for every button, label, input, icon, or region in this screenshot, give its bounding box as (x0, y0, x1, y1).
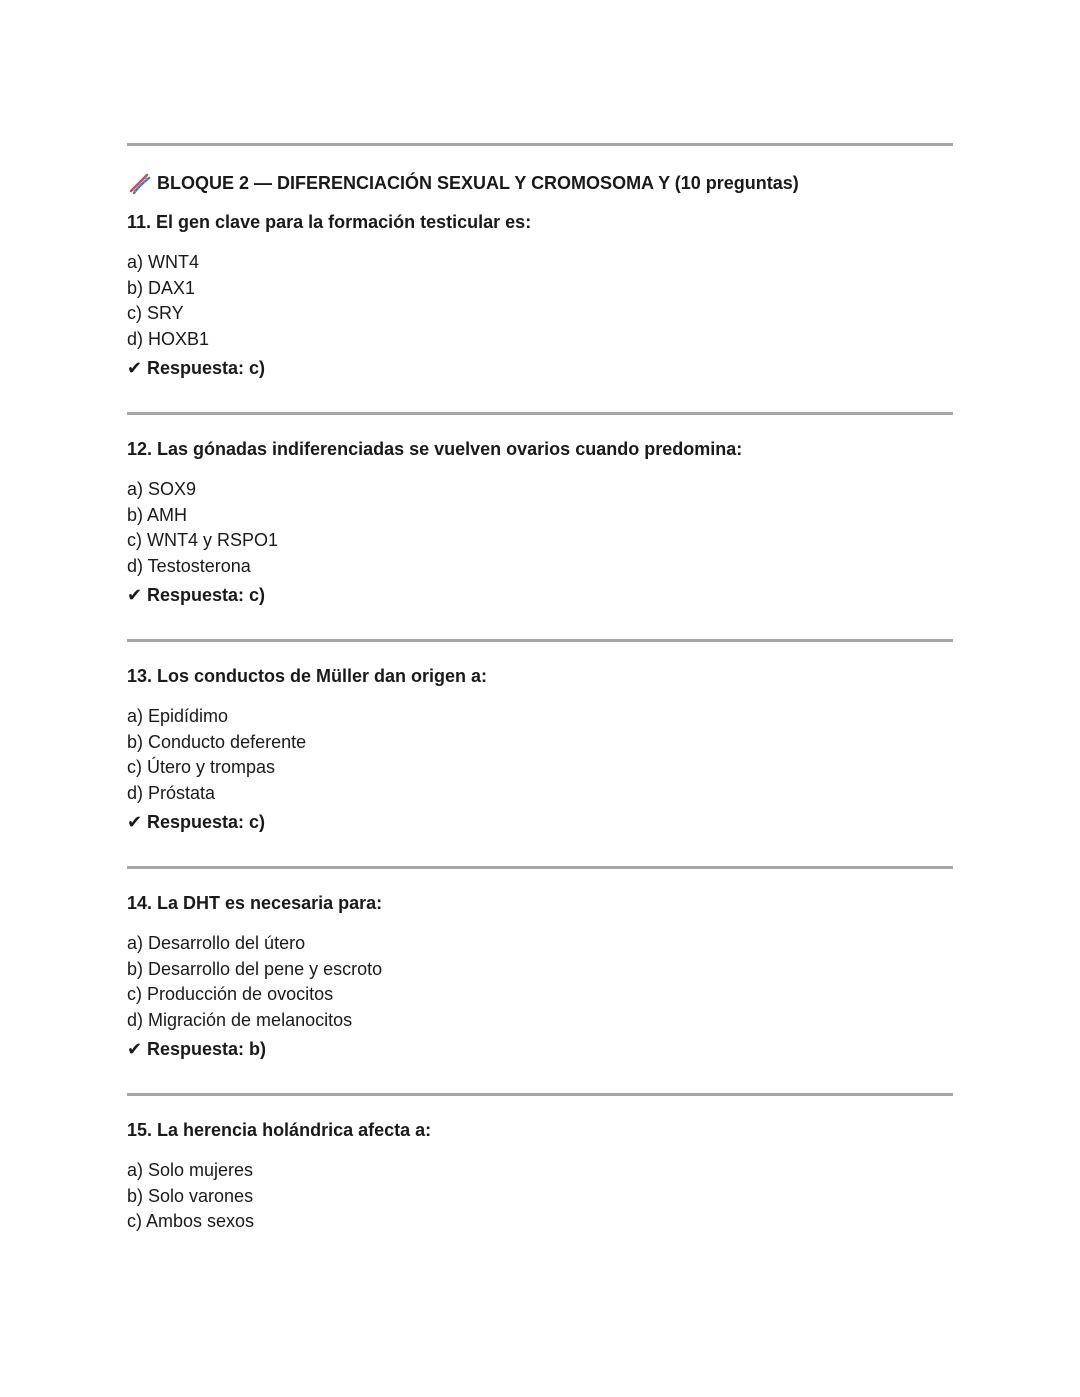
option-c: c) SRY (127, 303, 184, 323)
divider (127, 143, 953, 146)
divider (127, 412, 953, 415)
document-page (127, 143, 953, 1235)
option-a: a) Epidídimo (127, 706, 229, 726)
options-list (127, 477, 953, 579)
question-title: 15. La herencia holándrica afecta a: (127, 1120, 432, 1140)
divider (127, 1093, 953, 1096)
answer-text: Respuesta: c) (147, 585, 266, 605)
block-title: BLOQUE 2 — DIFERENCIACIÓN SEXUAL Y CROMOSOMA Y (10 preguntas) (157, 172, 799, 193)
answer-line (127, 354, 953, 382)
dna-icon (127, 171, 151, 195)
answer-text: Respuesta: c) (147, 358, 266, 378)
option-a: a) WNT4 (127, 252, 199, 272)
option-d: d) Migración de melanocitos (127, 1009, 353, 1030)
question-12 (127, 437, 953, 639)
divider (127, 866, 953, 869)
option-b: b) Desarrollo del pene y escroto (127, 958, 383, 979)
options-list (127, 250, 953, 352)
question-title: 11. El gen clave para la formación testicular es: (127, 212, 532, 232)
option-d: d) Próstata (127, 782, 216, 803)
answer-text: Respuesta: b) (147, 1039, 267, 1059)
options-list (127, 931, 953, 1033)
check-icon: ✔ (127, 1039, 143, 1059)
option-c: c) WNT4 y RSPO1 (127, 530, 279, 550)
option-b: b) DAX1 (127, 277, 196, 298)
check-icon: ✔ (127, 358, 143, 378)
question-15 (127, 1118, 953, 1235)
question-title: 14. La DHT es necesaria para: (127, 893, 383, 913)
question-title: 13. Los conductos de Müller dan origen a: (127, 666, 488, 686)
divider (127, 639, 953, 642)
option-a: a) SOX9 (127, 479, 197, 499)
answer-line (127, 581, 953, 609)
block-heading (127, 171, 953, 195)
option-d: d) HOXB1 (127, 328, 210, 349)
option-b: b) AMH (127, 504, 188, 525)
options-list (127, 1158, 953, 1235)
answer-text: Respuesta: c) (147, 812, 266, 832)
check-icon: ✔ (127, 585, 143, 605)
option-b: b) Conducto deferente (127, 731, 307, 752)
answer-line (127, 808, 953, 836)
option-a: a) Solo mujeres (127, 1160, 254, 1180)
question-title: 12. Las gónadas indiferenciadas se vuelven ovarios cuando predomina: (127, 439, 743, 459)
option-a: a) Desarrollo del útero (127, 933, 306, 953)
option-d: d) Testosterona (127, 555, 251, 576)
question-13 (127, 664, 953, 866)
check-icon: ✔ (127, 812, 143, 832)
question-11 (127, 210, 953, 412)
option-b: b) Solo varones (127, 1185, 254, 1206)
option-c: c) Ambos sexos (127, 1211, 255, 1231)
question-14 (127, 891, 953, 1093)
option-c: c) Producción de ovocitos (127, 984, 334, 1004)
options-list (127, 704, 953, 806)
option-c: c) Útero y trompas (127, 757, 276, 777)
answer-line (127, 1035, 953, 1063)
